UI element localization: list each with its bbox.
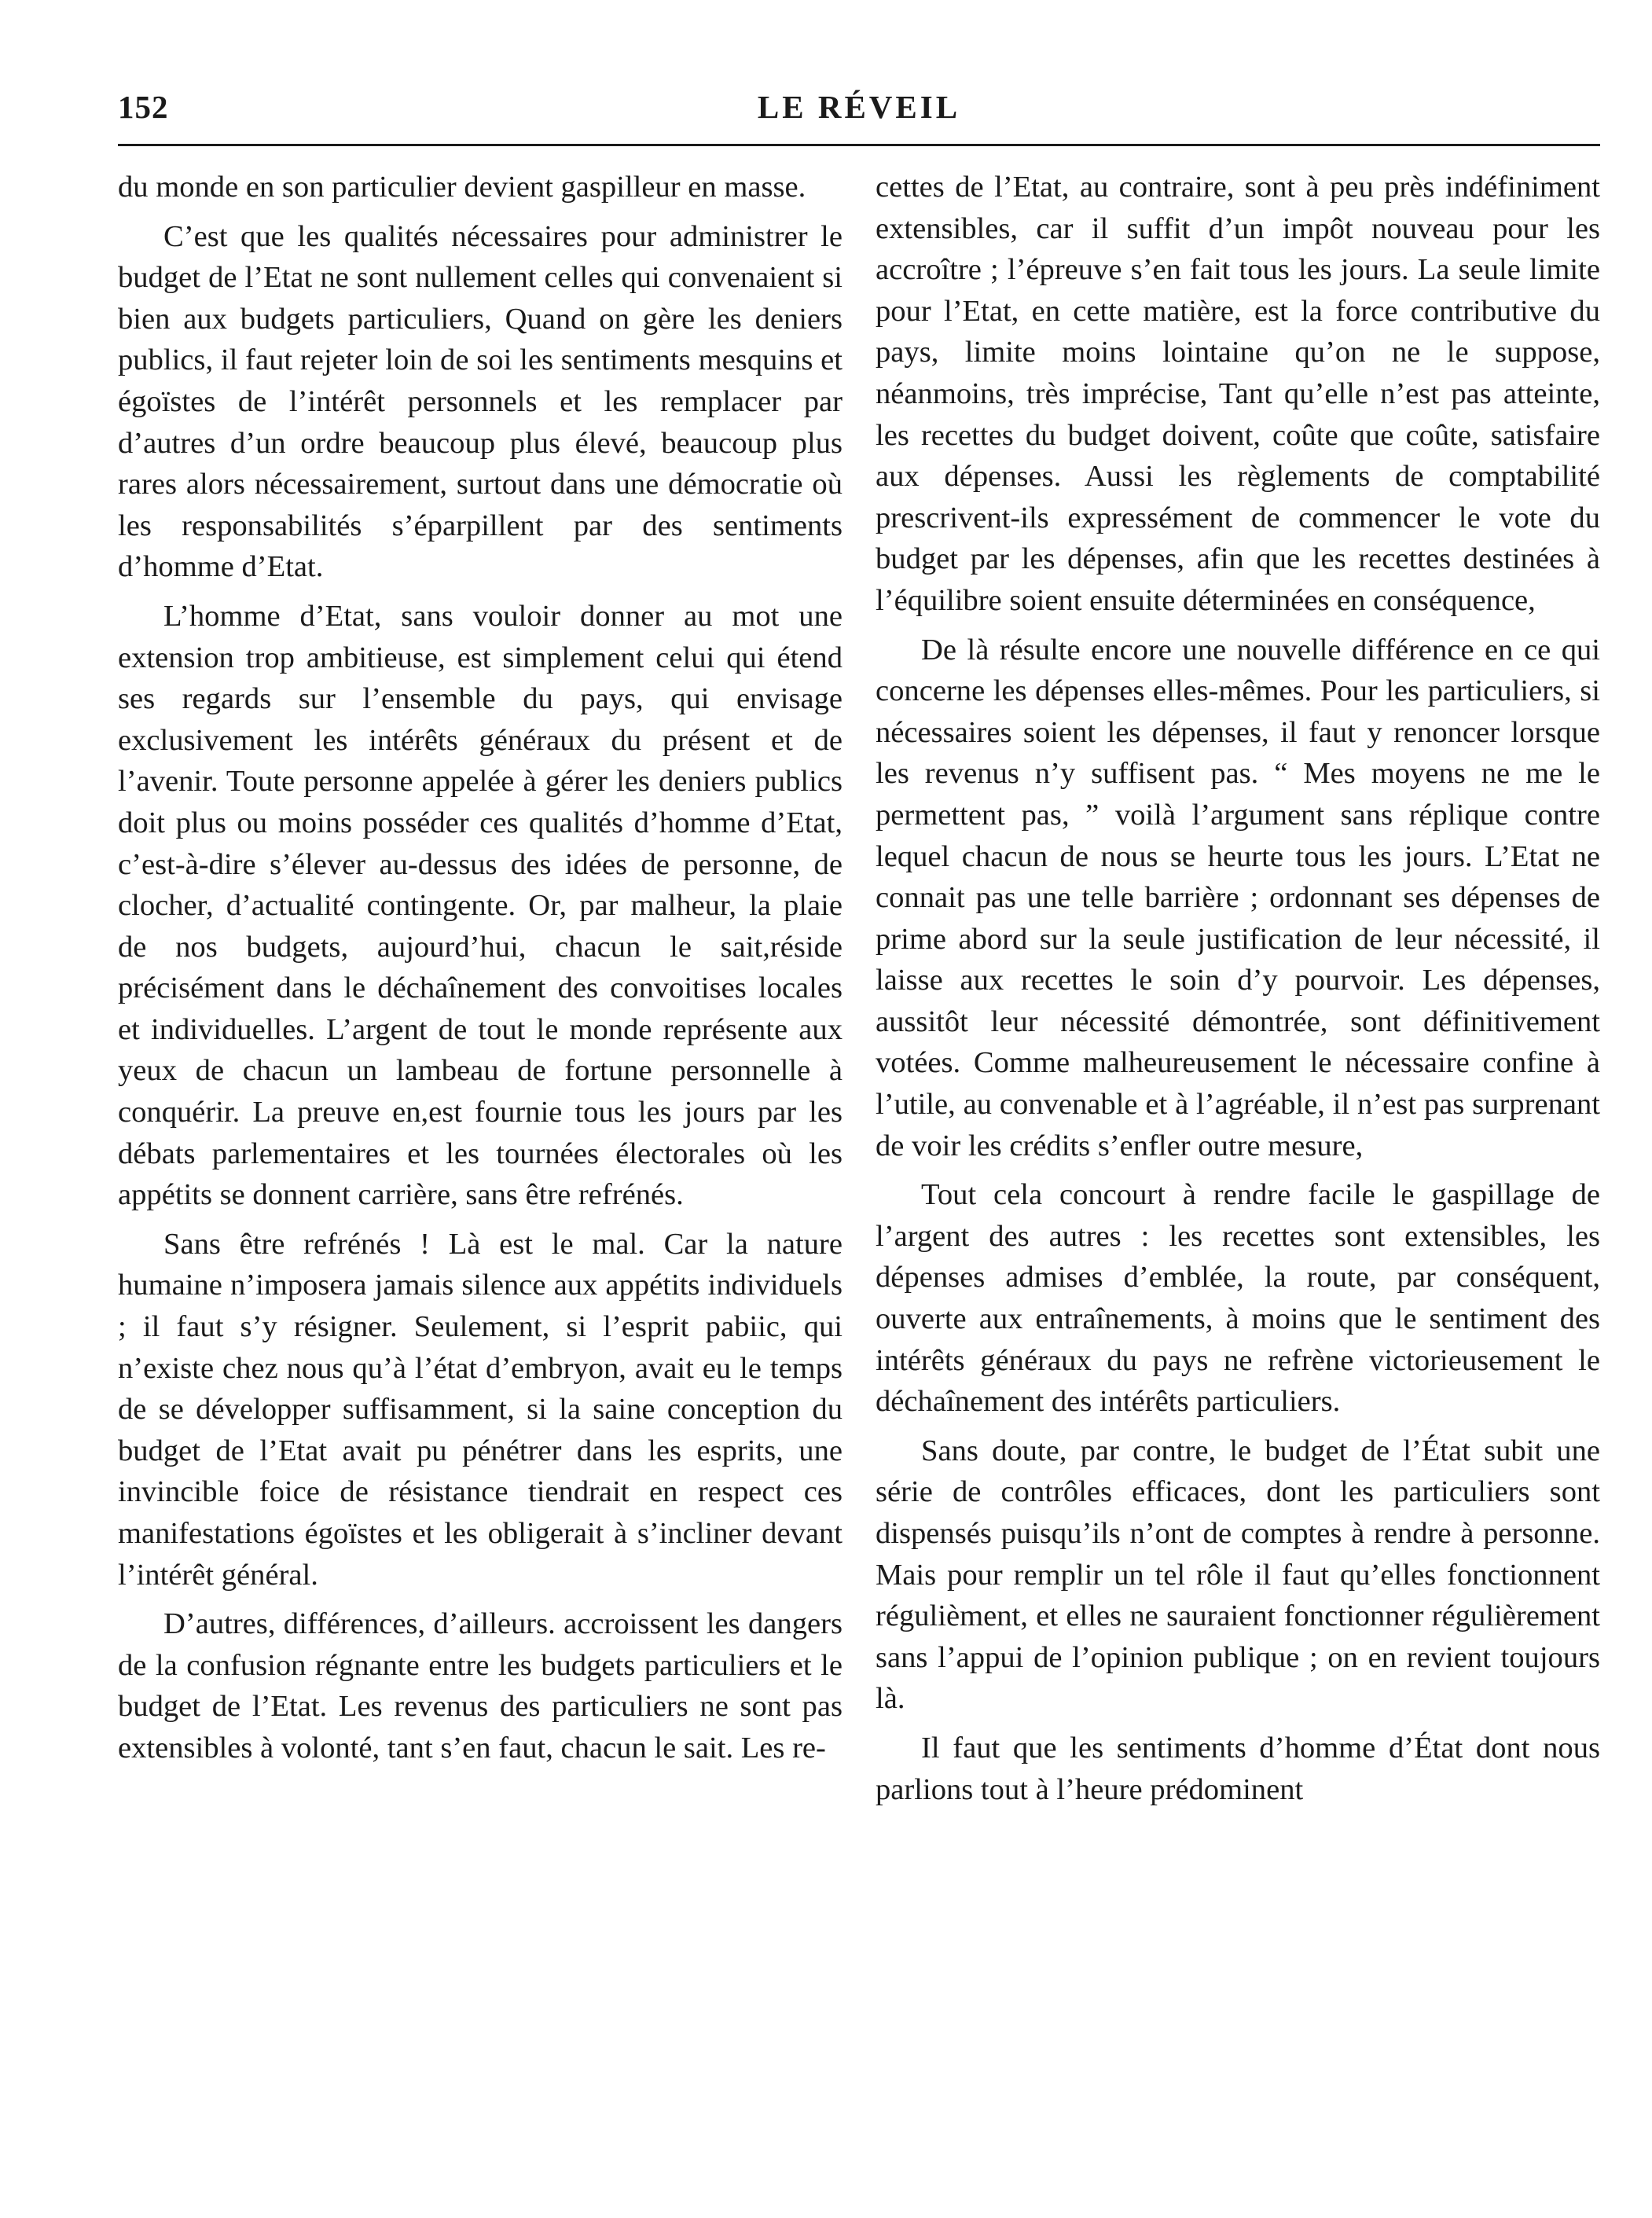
paragraph: Tout cela concourt à rendre facile le gaspillage de l’argent des autres : les recettes sont extensibles, les dépenses admises d’emblée, la route, par conséquent, ouverte aux entraînements, à moins que le sentiment des intérêts généraux du pays ne refrène victorieusement le déchaînement des intérêts particuliers. <box>876 1178 1600 1419</box>
left-column <box>118 167 843 1777</box>
running-title: LE RÉVEIL <box>757 89 961 125</box>
right-column <box>876 167 1600 1818</box>
paragraph: Sans doute, par contre, le budget de l’État subit une série de contrôles efficaces, dont les particuliers sont dispensés puisqu’ils n’ont de comptes à rendre à personne. Mais pour remplir un tel rôle il faut qu’elles fonctionnent régulièment, et elles ne sauraient fonctionner régulièrement sans l’appui de l’opinion publique ; on en revient toujours là. <box>876 1434 1600 1716</box>
paragraph: De là résulte encore une nouvelle différence en ce qui concerne les dépenses elles-mêmes. Pour les particuliers, si nécessaires soient les dépenses, il faut y renoncer lorsque les revenus n’y suffisent pas. “ Mes moyens ne me le permettent pas, ” voilà l’argument sans réplique contre lequel chacun de nous se heurte tous les jours. L’Etat ne connait pas une telle barrière ; ordonnant ses dépenses de prime abord sur la seule justification de leur nécessité, il laisse aux recettes le soin d’y pourvoir. Les dépenses, aussitôt leur nécessité démontrée, sont définitivement votées. Comme malheureusement le nécessaire confine à l’utile, au convenable et à l’agréable, il n’est pas surprenant de voir les crédits s’enfler outre mesure, <box>876 633 1600 1162</box>
paragraph: cettes de l’Etat, au contraire, sont à peu près indéfiniment extensibles, car il suffit d’un impôt nouveau pour les accroître ; l’épreuve s’en fait tous les jours. La seule limite pour l’Etat, en cette matière, est la force contributive du pays, limite moins lointaine qu’on ne le suppose, néanmoins, très imprécise, Tant qu’elle n’est pas atteinte, les recettes du budget doivent, coûte que coûte, satisfaire aux dépenses. Aussi les règlements de comptabilité prescrivent-ils expressément de commencer le vote du budget par les dépenses, afin que les recettes destinées à l’équilibre soient ensuite déterminées en conséquence, <box>876 171 1600 617</box>
page-header <box>118 88 1600 135</box>
paragraph: C’est que les qualités nécessaires pour administrer le budget de l’Etat ne sont nullement celles qui convenaient si bien aux budgets particuliers, Quand on gère les deniers publics, il faut rejeter loin de soi les sentiments mesquins et égoïstes de l’intérêt personnels et les remplacer par d’autres d’un ordre beaucoup plus élevé, beaucoup plus rares alors nécessairement, surtout dans une démocratie où les responsabilités s’éparpillent par des sentiments d’homme d’Etat. <box>118 219 843 584</box>
paragraph: D’autres, différences, d’ailleurs. accroissent les dangers de la confusion régnante entre les budgets particuliers et le budget de l’Etat. Les revenus des particuliers ne sont pas extensibles à volonté, tant s’en faut, chacun le sait. Les re- <box>118 1607 843 1764</box>
paragraph: Sans être refrénés ! Là est le mal. Car la nature humaine n’imposera jamais silence aux appétits individuels ; il faut s’y résigner. Seulement, si l’esprit pabiic, qui n’existe chez nous qu’à l’état d’embryon, avait eu le temps de se développer suffisamment, si la saine conception du budget de l’Etat avait pu pénétrer dans les esprits, une invincible foice de résistance tiendrait en respect ces manifestations égoïstes et les obligerait à s’incliner devant l’intérêt général. <box>118 1227 843 1592</box>
paragraph: L’homme d’Etat, sans vouloir donner au mot une extension trop ambitieuse, est simplement celui qui étend ses regards sur l’ensemble du pays, qui envisage exclusivement les intérêts généraux du présent et de l’avenir. Toute personne appelée à gérer les deniers publics doit plus ou moins posséder ces qualités d’homme d’Etat, c’est-à-dire s’élever au-dessus des idées de personne, de clocher, d’actualité contingente. Or, par malheur, la plaie de nos budgets, aujourd’hui, chacun le sait,réside précisément dans le déchaînement des convoitises locales et individuelles. L’argent de tout le monde représente aux yeux de chacun un lambeau de fortune personnelle à conquérir. La preuve en,est fournie tous les jours par les débats parlementaires et les tournées électorales où les appétits se donnent carrière, sans être refrénés. <box>118 599 843 1212</box>
paragraph: Il faut que les sentiments d’homme d’État dont nous parlions tout à l’heure prédominent <box>876 1731 1600 1806</box>
page-number: 152 <box>118 89 169 125</box>
header-rule <box>118 144 1600 146</box>
paragraph: du monde en son particulier devient gaspilleur en masse. <box>118 171 806 204</box>
